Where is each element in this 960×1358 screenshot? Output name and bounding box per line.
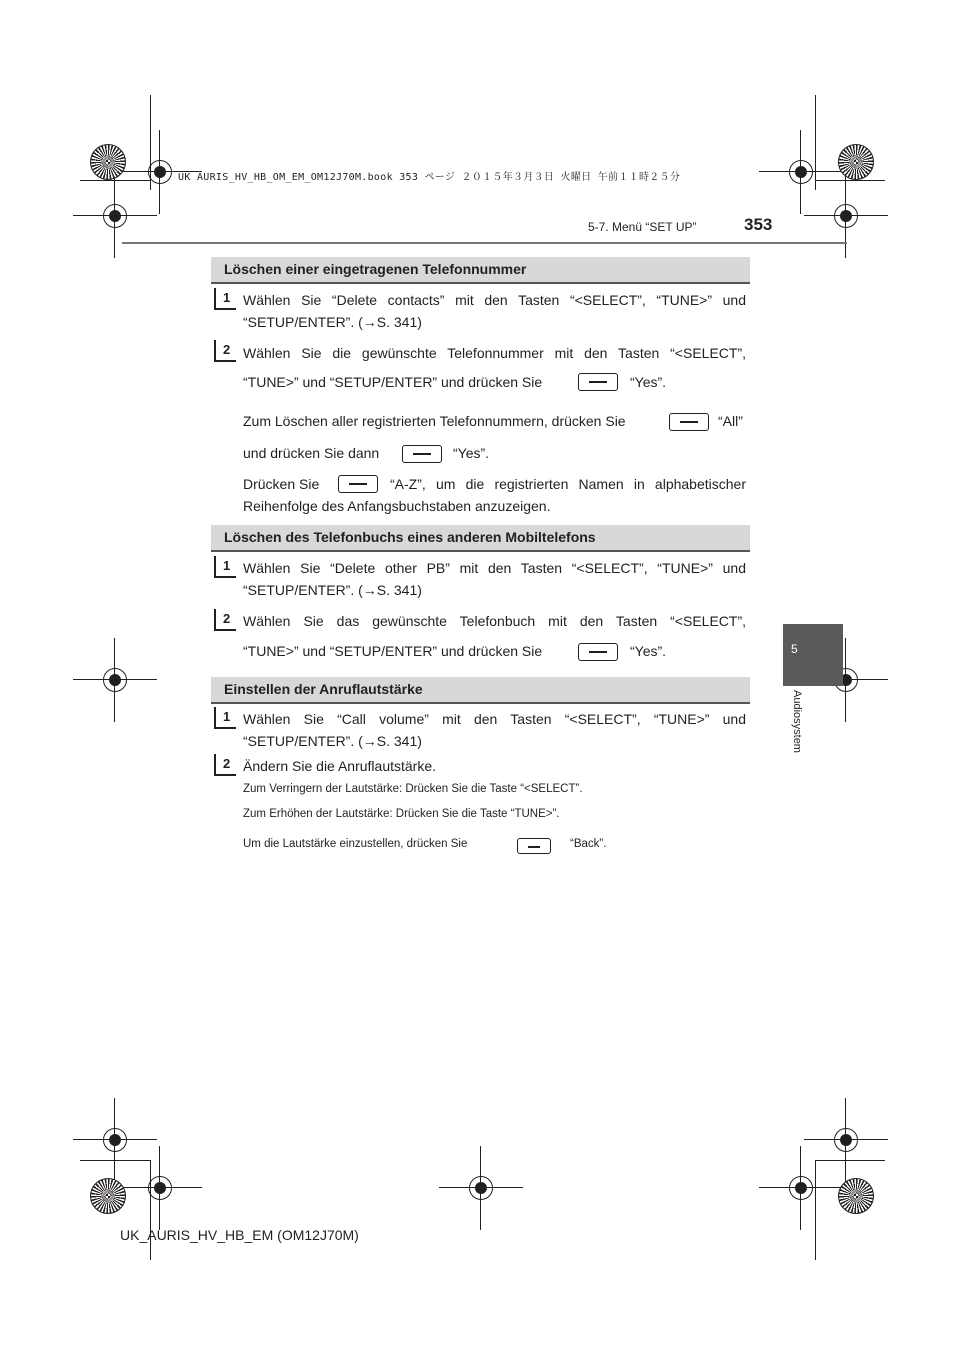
trim-line: [815, 1160, 816, 1260]
step-badge: 2: [214, 340, 236, 362]
step-text: “Yes”.: [630, 374, 667, 390]
small-note: Zum Erhöhen der Lautstärke: Drücken Sie die Taste “TUNE>”.: [243, 808, 560, 820]
trim-line: [815, 180, 885, 181]
trim-line: [80, 180, 150, 181]
step-badge: 2: [214, 754, 236, 776]
document-code: UK_AURIS_HV_HB_EM (OM12J70M): [120, 1227, 359, 1243]
step-text: “Yes”.: [630, 643, 667, 659]
header-rule: [122, 242, 847, 244]
print-mark: UK AURIS_HV_HB_OM_EM_OM12J70M.book 353 ページ ２０１５年３月３日 火曜日 午前１１時２５分: [178, 172, 681, 183]
registration-mark: [95, 1120, 135, 1160]
trim-line: [150, 95, 151, 190]
soft-key-icon: [402, 445, 442, 463]
color-rosette: [90, 144, 126, 180]
registration-mark: [95, 660, 135, 700]
soft-key-icon: [578, 373, 618, 391]
small-note: “Back”.: [570, 838, 607, 850]
step-badge: 1: [214, 288, 236, 310]
section-header: Einstellen der Anruflautstärke: [211, 677, 750, 704]
note-text: Reihenfolge des Anfangsbuchstaben anzuzeigen.: [243, 498, 551, 514]
step-badge: 1: [214, 707, 236, 729]
note-text: Zum Löschen aller registrierten Telefonnummern, drücken Sie: [243, 413, 626, 429]
step-text: “SETUP/ENTER”. (→S. 341): [243, 314, 422, 330]
small-note: Zum Verringern der Lautstärke: Drücken Sie die Taste “<SELECT”.: [243, 783, 583, 795]
note-text: “Yes”.: [453, 445, 490, 461]
step-badge: 2: [214, 609, 236, 631]
soft-key-icon: [669, 413, 709, 431]
chapter-number: 5: [791, 642, 798, 656]
registration-mark: [140, 152, 180, 192]
section-title: 5-7. Menü “SET UP”: [588, 220, 697, 234]
note-text: Drücken Sie: [243, 476, 320, 492]
step-text: Wählen Sie “Delete contacts” mit den Tasten “<SELECT”, “TUNE>” und: [243, 292, 746, 308]
registration-mark: [826, 1120, 866, 1160]
chapter-label: Audiosystem: [791, 690, 803, 753]
trim-line: [815, 95, 816, 190]
registration-mark: [826, 196, 866, 236]
note-text: “A-Z”, um die registrierten Namen in alphabetischer: [390, 476, 746, 492]
trim-line: [815, 1160, 885, 1161]
color-rosette: [90, 1178, 126, 1214]
step-text: “SETUP/ENTER”. (→S. 341): [243, 582, 422, 598]
soft-key-icon: [517, 838, 551, 854]
page-number: 353: [744, 215, 773, 234]
soft-key-icon: [578, 643, 618, 661]
trim-line: [150, 1160, 151, 1260]
note-text: und drücken Sie dann: [243, 445, 380, 461]
step-text: “SETUP/ENTER”. (→S. 341): [243, 733, 422, 749]
color-rosette: [838, 1178, 874, 1214]
note-text: “All”: [718, 413, 743, 429]
step-badge: 1: [214, 556, 236, 578]
step-text: “TUNE>” und “SETUP/ENTER” und drücken Sie: [243, 374, 543, 390]
color-rosette: [838, 144, 874, 180]
registration-mark: [140, 1168, 180, 1208]
registration-mark: [95, 196, 135, 236]
step-text: “TUNE>” und “SETUP/ENTER” und drücken Sie: [243, 643, 543, 659]
chapter-tab: [783, 624, 843, 686]
step-text: Wählen Sie das gewünschte Telefonbuch mit den Tasten “<SELECT”,: [243, 613, 746, 629]
registration-mark: [461, 1168, 501, 1208]
section-header: Löschen des Telefonbuchs eines anderen Mobiltelefons: [211, 525, 750, 552]
small-note: Um die Lautstärke einzustellen, drücken Sie: [243, 838, 468, 850]
section-header: Löschen einer eingetragenen Telefonnummer: [211, 257, 750, 284]
step-text: Wählen Sie “Delete other PB” mit den Tasten “<SELECT”, “TUNE>” und: [243, 560, 746, 576]
step-text: Ändern Sie die Anruflautstärke.: [243, 758, 437, 774]
step-text: Wählen Sie die gewünschte Telefonnummer mit den Tasten “<SELECT”,: [243, 345, 746, 361]
soft-key-icon: [338, 475, 378, 493]
step-text: Wählen Sie “Call volume” mit den Tasten “<SELECT”, “TUNE>” und: [243, 711, 746, 727]
trim-line: [80, 1160, 150, 1161]
